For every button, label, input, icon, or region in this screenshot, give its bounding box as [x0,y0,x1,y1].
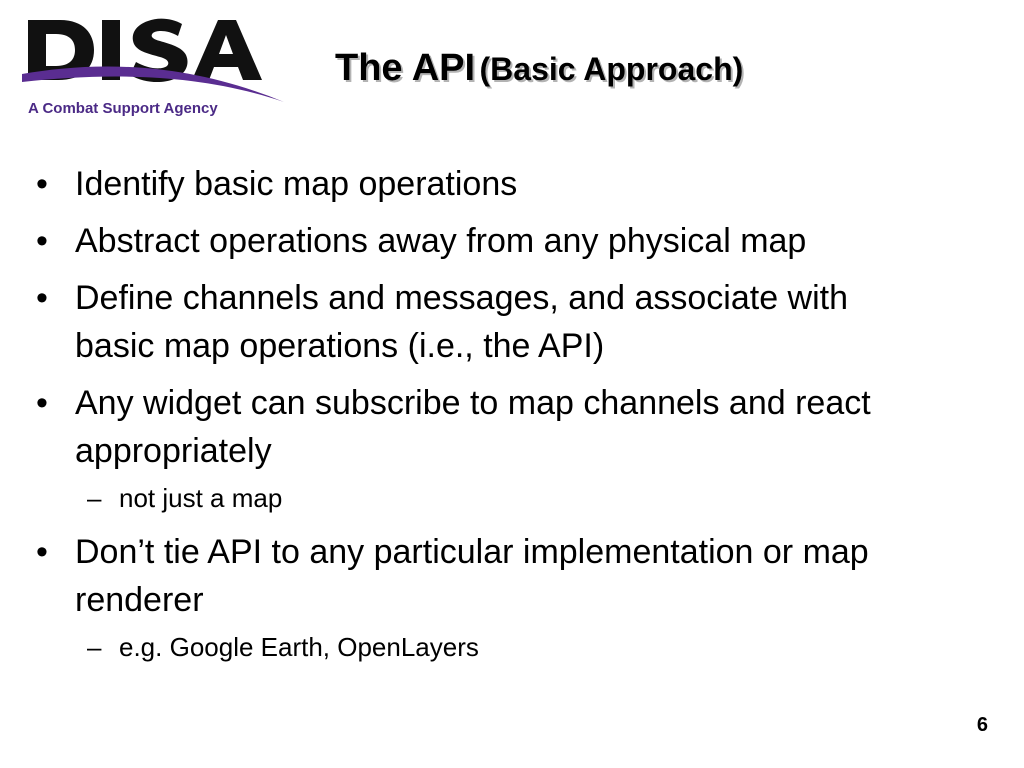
bullet-item [32,274,935,370]
sub-bullet-marker: – [87,483,102,513]
bullet-item [32,379,955,475]
bullet-marker: • [36,165,48,203]
sub-bullet-text: e.g. Google Earth, OpenLayers [119,632,479,662]
sub-bullet-text: not just a map [119,483,283,513]
bullet-marker: • [36,533,48,571]
bullet-item [32,217,992,265]
sub-bullet-item [32,480,992,516]
slide-title-sub: (Basic Approach) [479,51,744,87]
slide-title-main: The API [335,47,476,89]
bullet-marker: • [36,222,48,260]
sub-bullet-marker: – [87,632,102,662]
bullet-item [32,528,955,624]
page-number: 6 [976,714,988,736]
bullet-list [32,160,992,677]
bullet-marker: • [36,279,48,317]
bullet-text: Abstract operations away from any physical map [75,222,807,260]
bullet-text: Identify basic map operations [75,165,518,203]
bullet-text: Any widget can subscribe to map channels and react appropriately [75,384,871,470]
bullet-text: Don’t tie API to any particular implementation or map renderer [75,533,869,619]
sub-bullet-item [32,629,992,665]
bullet-item [32,160,992,208]
disa-logo [22,12,292,124]
bullet-text: Define channels and messages, and associate with basic map operations (i.e., the API) [75,279,849,365]
bullet-marker: • [36,384,48,422]
logo-tagline: A Combat Support Agency [28,100,218,117]
slide-title [335,47,743,90]
